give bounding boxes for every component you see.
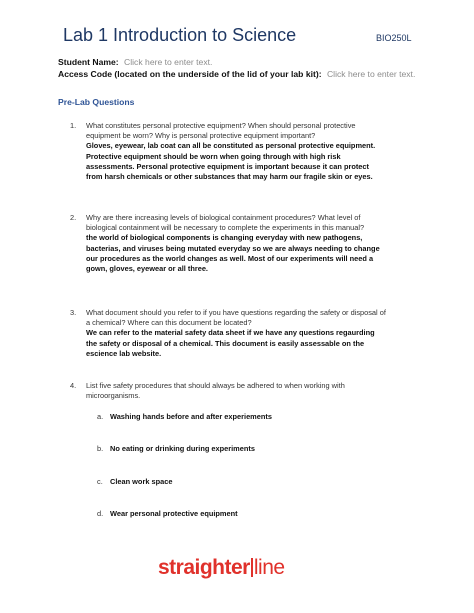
answer-text[interactable]: We can refer to the material safety data sheet if we have any questions regaurding the safety or disposal of a chemical. This document is easily assessable on the escience lab website.: [86, 328, 375, 358]
straighterline-logo: [158, 556, 285, 580]
access-code-row: [58, 69, 415, 79]
student-name-field[interactable]: Click here to enter text.: [124, 57, 213, 67]
logo-divider: [251, 558, 253, 577]
procedure-letter: b.: [97, 444, 104, 453]
answer-text[interactable]: Gloves, eyewear, lab coat can all be constituted as personal protective equipment. Protective equipment should be worn when going through with high risk assessments. Personal protective equipment is important because it can protect from harsh chemicals or other substances that may harm our fragile skin or eyes.: [86, 141, 376, 182]
page-title: Lab 1 Introduction to Science: [63, 25, 297, 45]
question-number: 3.: [70, 308, 77, 317]
student-name-label: Student Name:: [58, 57, 119, 67]
student-name-row: [58, 57, 212, 67]
question-1: [70, 121, 386, 182]
question-number: 2.: [70, 213, 77, 222]
section-heading: Pre-Lab Questions: [58, 97, 135, 107]
procedure-text[interactable]: Washing hands before and after experiements: [110, 412, 272, 421]
question-text: What constitutes personal protective equipment? When should personal protective equipment be worn? Why is personal protective equipment important?: [86, 121, 356, 141]
procedure-letter: d.: [97, 509, 104, 518]
question-2: [70, 213, 386, 274]
procedure-text[interactable]: Wear personal protective equipment: [110, 509, 238, 518]
question-number: 1.: [70, 121, 77, 130]
logo-text-part2: line: [253, 556, 285, 579]
question-text: What document should you refer to if you have questions regarding the safety or disposal of a chemical? Where can this document be located?: [86, 308, 386, 328]
procedure-letter: a.: [97, 412, 104, 421]
procedure-item: [97, 412, 272, 421]
procedure-item: [97, 444, 255, 453]
procedure-item: [97, 477, 173, 486]
question-4: [70, 381, 386, 401]
question-number: 4.: [70, 381, 77, 390]
question-3: [70, 308, 386, 359]
course-code: BIO250L: [376, 33, 412, 43]
question-text: Why are there increasing levels of biological containment procedures? What level of biological containment will be necessary to complete the experiments in this manual?: [86, 213, 365, 233]
answer-text[interactable]: the world of biological components is changing everyday with new pathogens, bacterias, and viruses being mutated everyday so we are always needing to change our procedures as the world changes as well. Most of our experiments will need a gown, gloves, eyewear or all three.: [86, 233, 380, 274]
question-text: List five safety procedures that should always be adhered to when working with microorganisms.: [86, 381, 345, 401]
access-code-label: Access Code (located on the underside of the lid of your lab kit):: [58, 69, 322, 79]
procedure-item: [97, 509, 238, 518]
access-code-field[interactable]: Click here to enter text.: [326, 69, 416, 79]
logo-text-part1: straighter: [158, 556, 250, 579]
procedure-text[interactable]: Clean work space: [110, 477, 173, 486]
procedure-text[interactable]: No eating or drinking during experiments: [110, 444, 255, 453]
procedure-letter: c.: [97, 477, 103, 486]
